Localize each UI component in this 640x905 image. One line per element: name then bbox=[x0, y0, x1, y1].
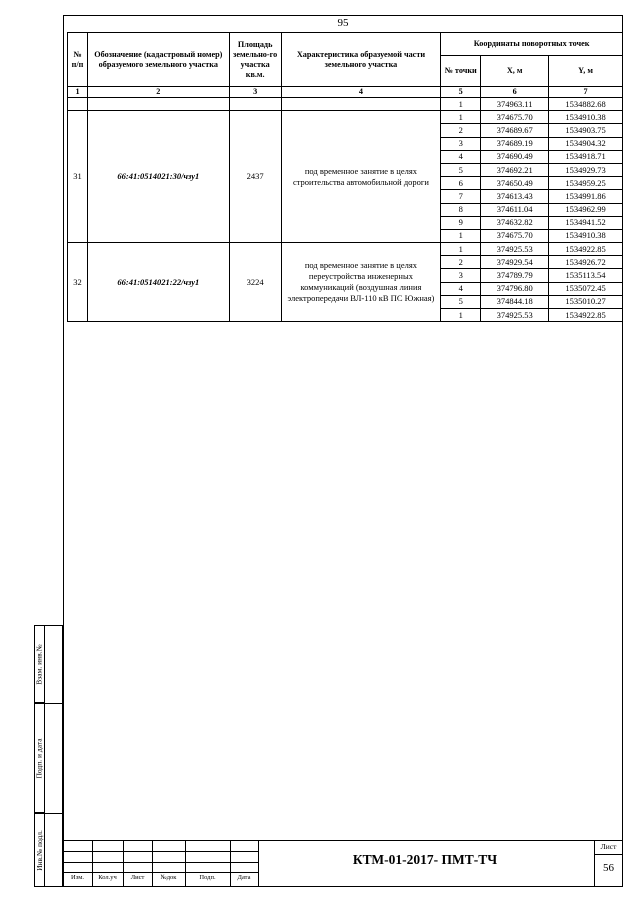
coord-x: 374690.49 bbox=[481, 150, 549, 163]
coord-y: 1534962.99 bbox=[549, 203, 623, 216]
coord-x: 374844.18 bbox=[481, 295, 549, 308]
label-ndok: №док bbox=[160, 874, 177, 881]
coord-x: 374613.43 bbox=[481, 190, 549, 203]
point-number: 1 bbox=[441, 111, 481, 124]
coord-y: 1535113.54 bbox=[549, 269, 623, 282]
point-number: 6 bbox=[441, 177, 481, 190]
col-number: 4 bbox=[281, 87, 441, 98]
document-code: КТМ-01-2017- ПМТ-ТЧ bbox=[352, 852, 498, 867]
sheet-number: 56 bbox=[603, 862, 614, 874]
coord-y: 1534959.25 bbox=[549, 177, 623, 190]
column-numbers-row bbox=[68, 87, 623, 98]
point-number: 4 bbox=[441, 282, 481, 295]
coord-x: 374675.70 bbox=[481, 111, 549, 124]
point-number: 1 bbox=[441, 98, 481, 111]
header-characteristic: Характеристика образуемой части земельного участка bbox=[281, 33, 441, 87]
coord-y: 1534918.71 bbox=[549, 150, 623, 163]
header-x: X, м bbox=[481, 56, 549, 87]
col-number: 2 bbox=[87, 87, 229, 98]
header-designation: Обозначение (кадастровый номер) образуемого земельного участка bbox=[87, 33, 229, 87]
label-data: Дата bbox=[237, 874, 251, 881]
coord-y: 1534910.38 bbox=[549, 111, 623, 124]
table-row bbox=[68, 111, 623, 124]
point-number: 4 bbox=[441, 150, 481, 163]
coord-y: 1535010.27 bbox=[549, 295, 623, 308]
point-number: 5 bbox=[441, 295, 481, 308]
label-podp: Подп. bbox=[199, 874, 216, 881]
coord-x: 374925.53 bbox=[481, 309, 549, 322]
col-number: 3 bbox=[229, 87, 281, 98]
coord-x: 374689.67 bbox=[481, 124, 549, 137]
header-y: Y, м bbox=[549, 56, 623, 87]
coord-x: 374925.53 bbox=[481, 243, 549, 256]
table-row bbox=[68, 243, 623, 256]
point-number: 1 bbox=[441, 243, 481, 256]
coord-y: 1535072.45 bbox=[549, 282, 623, 295]
side-stamp bbox=[44, 625, 63, 887]
header-point: № точки bbox=[441, 56, 481, 87]
parcel-area: 2437 bbox=[229, 111, 281, 243]
col-number: 5 bbox=[441, 87, 481, 98]
coord-x: 374789.79 bbox=[481, 269, 549, 282]
point-number: 2 bbox=[441, 124, 481, 137]
page-number: 95 bbox=[337, 17, 349, 29]
coord-x: 374692.21 bbox=[481, 163, 549, 176]
side-cell-inv: Инв.№ подл. bbox=[34, 813, 44, 887]
col-number: 7 bbox=[549, 87, 623, 98]
coord-y: 1534922.85 bbox=[549, 309, 623, 322]
table-row bbox=[68, 98, 623, 111]
coord-y: 1534910.38 bbox=[549, 229, 623, 242]
coord-y: 1534929.73 bbox=[549, 163, 623, 176]
parcel-number: 31 bbox=[68, 111, 88, 243]
side-cell-vzam: Взам. инв.№ bbox=[34, 625, 44, 703]
point-number: 3 bbox=[441, 137, 481, 150]
point-number: 1 bbox=[441, 229, 481, 242]
coord-x: 374632.82 bbox=[481, 216, 549, 229]
parcel-code: 66:41:0514021:22/чзу1 bbox=[87, 243, 229, 322]
side-divider bbox=[44, 813, 63, 814]
coord-x: 374796.80 bbox=[481, 282, 549, 295]
coord-y: 1534926.72 bbox=[549, 256, 623, 269]
coord-y: 1534941.52 bbox=[549, 216, 623, 229]
coordinates-table bbox=[67, 32, 623, 322]
point-number: 8 bbox=[441, 203, 481, 216]
point-number: 9 bbox=[441, 216, 481, 229]
header-num: № п/п bbox=[68, 33, 88, 87]
parcel-description: под временное занятие в целях строительства автомобильной дороги bbox=[281, 111, 441, 243]
coord-x: 374611.04 bbox=[481, 203, 549, 216]
coord-y: 1534922.85 bbox=[549, 243, 623, 256]
parcel-code: 66:41:0514021:30/чзу1 bbox=[87, 111, 229, 243]
coord-y: 1534991.86 bbox=[549, 190, 623, 203]
col-number: 6 bbox=[481, 87, 549, 98]
coord-y: 1534882.68 bbox=[549, 98, 623, 111]
header-area: Площадь земельно-го участка кв.м. bbox=[229, 33, 281, 87]
sheet-label: Лист bbox=[600, 842, 617, 851]
header-coordinates: Координаты поворотных точек bbox=[441, 33, 623, 56]
point-number: 3 bbox=[441, 269, 481, 282]
coord-y: 1534903.75 bbox=[549, 124, 623, 137]
coord-x: 374963.11 bbox=[481, 98, 549, 111]
coord-y: 1534904.32 bbox=[549, 137, 623, 150]
coord-x: 374929.54 bbox=[481, 256, 549, 269]
point-number: 1 bbox=[441, 309, 481, 322]
coord-x: 374675.70 bbox=[481, 229, 549, 242]
side-cell-podp: Подп. и дата bbox=[34, 703, 44, 813]
label-list: Лист bbox=[130, 874, 145, 881]
label-kol-uch: Кол.уч bbox=[98, 874, 117, 881]
side-divider bbox=[44, 703, 63, 704]
parcel-area: 3224 bbox=[229, 243, 281, 322]
col-number: 1 bbox=[68, 87, 88, 98]
coord-x: 374650.49 bbox=[481, 177, 549, 190]
parcel-description: под временное занятие в целях переустройства инженерных коммуникаций (воздушная линия электропередачи ВЛ-110 кВ ПС Южная) bbox=[281, 243, 441, 322]
parcel-number: 32 bbox=[68, 243, 88, 322]
point-number: 5 bbox=[441, 163, 481, 176]
point-number: 7 bbox=[441, 190, 481, 203]
coord-x: 374689.19 bbox=[481, 137, 549, 150]
label-izm: Изм. bbox=[71, 874, 84, 881]
point-number: 2 bbox=[441, 256, 481, 269]
